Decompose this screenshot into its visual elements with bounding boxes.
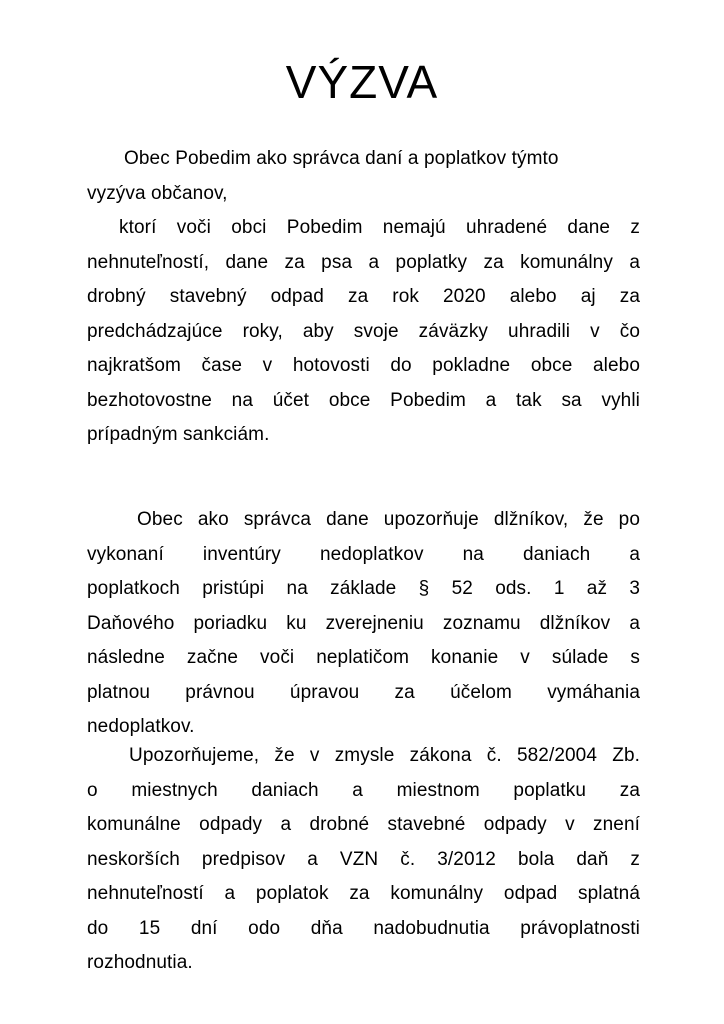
text-line: Obec ako správca dane upozorňuje dlžníkov, že po [137,509,640,530]
text-line: následne začne voči neplatičom konanie v súlade s [87,647,640,668]
text-line: o miestnych daniach a miestnom poplatku za [87,779,640,801]
text-line: prípadným sankciám. [87,424,270,445]
text-line: drobný stavebný odpad za rok 2020 alebo aj za [87,286,640,307]
text-line: poplatkoch pristúpi na základe § 52 ods. 1 až 3 [87,578,640,599]
document-title: VÝZVA [285,56,439,108]
text-line: do 15 dní odo dňa nadobudnutia právoplatnosti [87,917,640,939]
text-line: Daňového poriadku ku zverejneniu zoznamu dlžníkov a [87,612,640,634]
text-line: nedoplatkov. [87,716,195,737]
text-line: ktorí voči obci Pobedim nemajú uhradené dane z [119,217,640,238]
text-line: nehnuteľností, dane za psa a poplatky za komunálny a [87,251,640,273]
text-line: platnou právnou úpravou za účelom vymáhania [87,681,640,703]
text-line: Obec Pobedim ako správca daní a poplatkov týmto [124,148,559,169]
text-line: vyzýva občanov, [87,182,228,204]
paragraph-legal-notice [87,739,640,981]
text-line: vykonaní inventúry nedoplatkov na daniach a [87,543,640,565]
text-line: neskorších predpisov a VZN č. 3/2012 bola daň z [87,848,640,870]
paragraph-debtors-warning [87,503,640,745]
text-line: rozhodnutia. [87,952,193,973]
text-line: Upozorňujeme, že v zmysle zákona č. 582/2004 Zb. [129,745,640,766]
text-line: najkratšom čase v hotovosti do pokladne obce alebo [87,355,640,376]
text-line: nehnuteľností a poplatok za komunálny odpad splatná [87,883,640,904]
text-line: bezhotovostne na účet obce Pobedim a tak sa vyhli [87,389,640,411]
text-line: komunálne odpady a drobné stavebné odpady v znení [87,814,640,835]
paragraph-payment-notice [87,142,640,453]
text-line: predchádzajúce roky, aby svoje záväzky uhradili v čo [87,320,640,342]
